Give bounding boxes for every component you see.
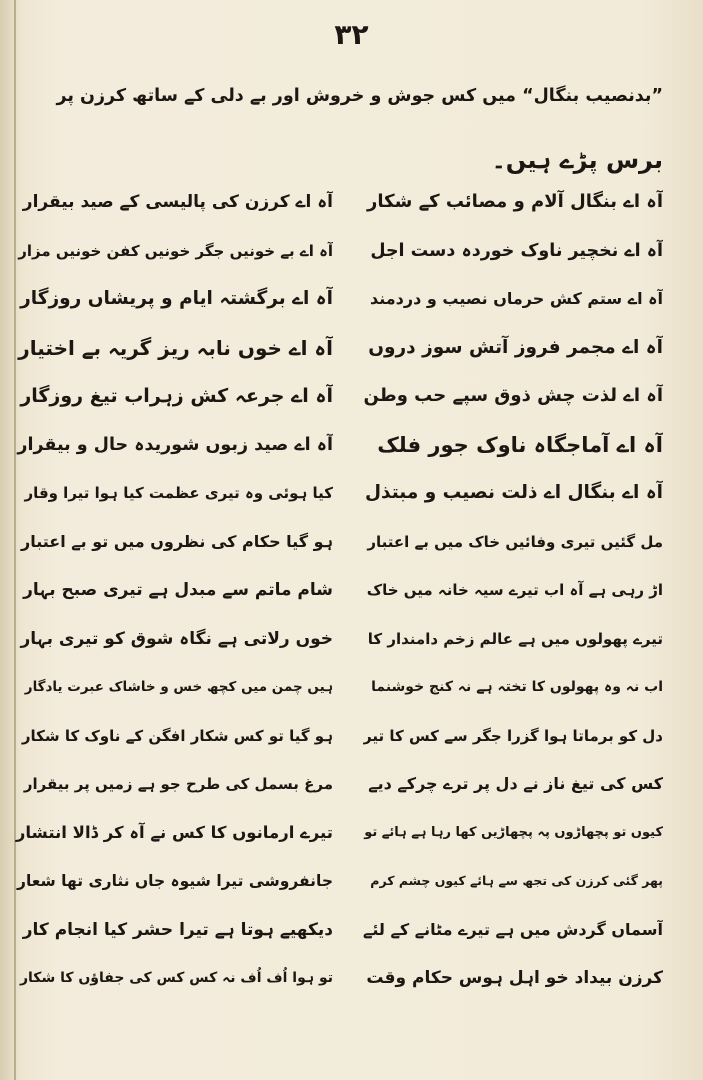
right-verse-8: مل گئیں تیری وفائیں خاک میں بے اعتبار <box>367 532 663 551</box>
left-verse-9: شام ماتم سے مبدل ہے تیری صبح بہار <box>23 580 333 600</box>
left-verse-15: جانفروشی تیرا شیوہ جاں نثاری تھا شعار <box>17 872 333 890</box>
intro-line-2: برس پڑے ہیں۔ <box>491 146 663 174</box>
left-verse-17: تو ہوا اُف اُف نہ کس کس کی جفاؤں کا شکار <box>19 970 333 986</box>
right-verse-10: تیرے پھولوں میں ہے عالم زخم دامندار کا <box>367 629 663 648</box>
left-verse-8: ہو گیا حکام کی نظروں میں تو بے اعتبار <box>21 531 333 551</box>
left-verse-10: خوں رلاتی ہے نگاہ شوق کو تیری بہار <box>20 628 333 649</box>
left-verse-16: دیکھیے ہوتا ہے تیرا حشر کیا انجام کار <box>22 919 333 940</box>
right-verse-7: آہ اے بنگال اے ذلت نصیب و مبتذل <box>364 482 663 503</box>
right-verse-16: آسماں گردش میں ہے تیرے مٹانے کے لئے <box>363 919 663 939</box>
left-verse-11: ہیں چمن میں کچھ خس و خاشاک عبرت یادگار <box>24 679 333 695</box>
left-verse-2: آہ اے بے خونیں جگر خونیں کفن خونیں مزار <box>18 241 333 260</box>
right-verse-6: آہ اے آماجگاہ ناوک جور فلک <box>377 432 663 457</box>
right-verse-1: آہ اے بنگال آلام و مصائب کے شکار <box>367 191 663 212</box>
right-verse-column <box>363 178 663 1003</box>
left-verse-7: کیا ہوئی وہ تیری عظمت کیا ہوا تیرا وقار <box>24 484 333 502</box>
right-verse-2: آہ اے نخچیر ناوک خوردہ دست اجل <box>370 240 663 261</box>
left-verse-14: تیرے ارمانوں کا کس نے آہ کر ڈالا انتشار <box>15 822 333 842</box>
left-verse-1: آہ اے کرزن کی پالیسی کے صید بیقرار <box>22 192 333 212</box>
right-verse-15: پھر گئی کرزن کی تجھ سے ہائے کیوں چشم کرم <box>370 873 663 888</box>
right-verse-4: آہ اے مجمر فروز آتش سوز دروں <box>368 336 663 358</box>
left-verse-6: آہ اے صید زبوں شوریدہ حال و بیقرار <box>17 434 333 455</box>
page-number: ۳۲ <box>334 18 369 51</box>
right-verse-11: اب نہ وہ پھولوں کا تختہ ہے نہ کنج خوشنما <box>371 679 663 695</box>
left-verse-3: آہ اے برگشتہ ایام و پریشاں روزگار <box>20 288 333 309</box>
right-verse-9: اڑ رہی ہے آہ اب تیرے سیہ خانہ میں خاک <box>366 581 663 599</box>
left-verse-12: ہو گیا تو کس شکار افگن کے ناوک کا شکار <box>21 726 333 745</box>
right-verse-14: کیوں تو پچھاڑوں پہ پچھاڑیں کھا رہا ہے ہائے تو <box>364 824 663 840</box>
right-verse-13: کس کی تیغ ناز نے دل پر ترے چرکے دیے <box>368 774 663 793</box>
right-verse-3: آہ اے ستم کش حرماں نصیب و دردمند <box>370 289 663 308</box>
left-verse-5: آہ اے جرعہ کش زہراب تیغ روزگار <box>20 385 333 407</box>
left-verse-13: مرغ بسمل کی طرح جو ہے زمیں پر بیقرار <box>23 775 333 793</box>
right-verse-17: کرزن بیداد خو اہل ہوس حکام وقت <box>366 968 663 988</box>
right-verse-12: دل کو برماتا ہوا گزرا جگر سے کس کا تیر <box>363 726 663 745</box>
left-verse-column <box>15 178 333 1003</box>
right-verse-5: آہ اے لذت چش ذوق سپے حب وطن <box>363 385 663 406</box>
left-verse-4: آہ اے خوں نابہ ریز گریہ بے اختیار <box>18 335 333 360</box>
intro-line-1: ”بدنصیب بنگال“ میں کس جوش و خروش اور بے دلی کے ساتھ کرزن پر <box>56 86 663 106</box>
